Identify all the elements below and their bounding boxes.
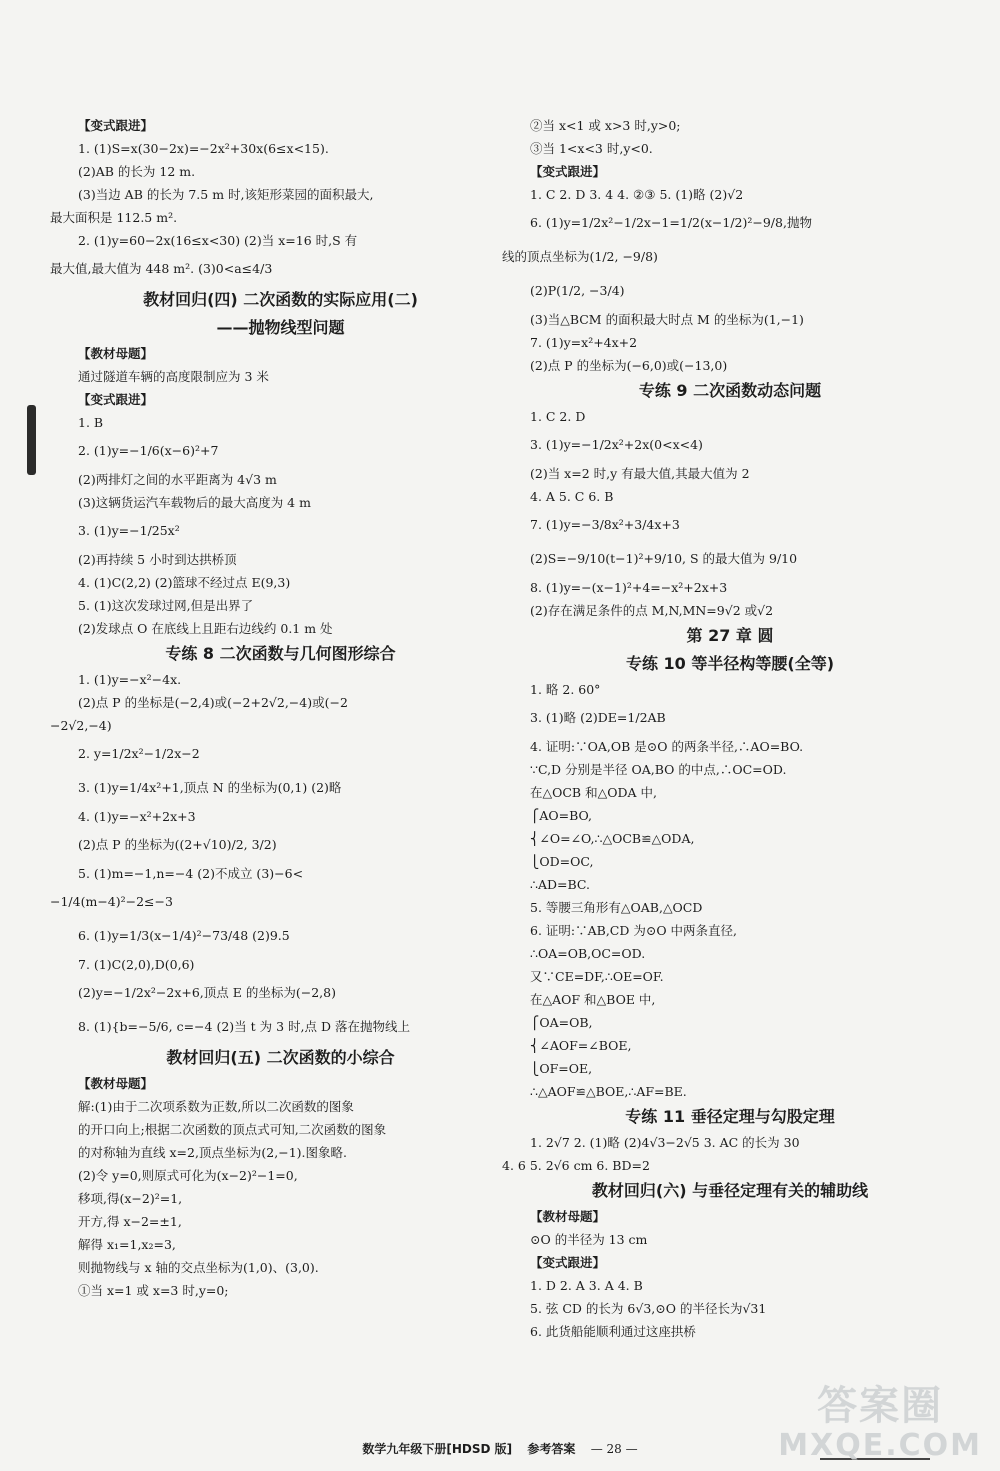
answer-line: (2)存在满足条件的点 M,N,MN=9√2 或√2 (530, 603, 774, 618)
section-tag: 【变式跟进】 (530, 164, 606, 179)
section-heading: 专练 9 二次函数动态问题 (638, 381, 822, 400)
answer-line: 1. 2√7 2. (1)略 (2)4√3−2√5 3. AC 的长为 30 (530, 1135, 800, 1150)
section-tag: 【教材母题】 (78, 346, 154, 361)
answer-line: 3. (1)略 (2)DE=1/2AB (530, 710, 666, 725)
section-tag: 【教材母题】 (78, 1076, 154, 1091)
answer-line: (2)P(1/2, −3/4) (530, 283, 625, 298)
answer-line: 开方,得 x−2=±1, (78, 1214, 182, 1229)
answer-line: 1. C 2. D (530, 409, 586, 424)
answer-line: 在△OCB 和△ODA 中, (530, 785, 657, 800)
answer-line: 6. (1)y=1/2x²−1/2x−1=1/2(x−1/2)²−9/8,抛物 (530, 215, 812, 230)
scan-mark (27, 405, 36, 475)
answer-line: 3. (1)y=−1/2x²+2x(0<x<4) (530, 437, 703, 452)
answer-line: (2)当 x=2 时,y 有最大值,其最大值为 2 (530, 466, 750, 481)
answer-line: 1. (1)y=−x²−4x. (78, 672, 182, 687)
answer-line: 4. 6 5. 2√6 cm 6. BD=2 (502, 1158, 650, 1173)
answer-line: 最大面积是 112.5 m². (50, 210, 178, 225)
answer-line: (2)y=−1/2x²−2x+6,顶点 E 的坐标为(−2,8) (78, 985, 336, 1000)
answer-line: (2)发球点 O 在底线上且距右边线约 0.1 m 处 (78, 621, 333, 636)
answer-line: 5. (1)这次发球过网,但是出界了 (78, 598, 254, 613)
answer-line: 7. (1)y=x²+4x+2 (530, 335, 638, 350)
footer-section: 参考答案 (527, 1442, 576, 1456)
answer-line: (2)令 y=0,则原式可化为(x−2)²−1=0, (78, 1168, 298, 1183)
watermark-logo (778, 1383, 982, 1463)
answer-line: 最大值,最大值为 448 m². (3)0<a≤4/3 (50, 261, 273, 276)
answer-line: 4. (1)C(2,2) (2)篮球不经过点 E(9,3) (78, 575, 291, 590)
answer-line: ⎧AO=BO, (530, 808, 593, 823)
answer-line: 8. (1)y=−(x−1)²+4=−x²+2x+3 (530, 580, 728, 595)
answer-line: 4. 证明:∵OA,OB 是⊙O 的两条半径,∴AO=BO. (530, 739, 804, 754)
footer-book-title: 数学九年级下册[HDSD 版] (362, 1442, 513, 1456)
section-heading: 教材回归(五) 二次函数的小综合 (166, 1048, 395, 1067)
answer-line: ∴OA=OB,OC=OD. (530, 946, 646, 961)
answer-line: 又∵CE=DF,∴OE=OF. (530, 969, 664, 984)
footer-page-number: — 28 — (590, 1442, 638, 1456)
answer-line: (3)当边 AB 的长为 7.5 m 时,该矩形菜园的面积最大, (78, 187, 374, 202)
answer-line: 4. (1)y=−x²+2x+3 (78, 809, 196, 824)
answer-line: 3. (1)y=1/4x²+1,顶点 N 的坐标为(0,1) (2)略 (78, 780, 342, 795)
answer-line: −2√2,−4) (50, 718, 112, 733)
answer-line: ②当 x<1 或 x>3 时,y>0; (530, 118, 681, 133)
section-tag: 【变式跟进】 (78, 392, 154, 407)
answer-line: 解得 x₁=1,x₂=3, (78, 1237, 176, 1252)
answer-line: −1/4(m−4)²−2≤−3 (50, 894, 173, 909)
answer-line: (2)S=−9/10(t−1)²+9/10, S 的最大值为 9/10 (530, 551, 798, 566)
answer-line: (2)点 P 的坐标是(−2,4)或(−2+2√2,−4)或(−2 (78, 695, 348, 710)
section-heading: 专练 8 二次函数与几何图形综合 (165, 644, 396, 663)
answer-line: 7. (1)C(2,0),D(0,6) (78, 957, 195, 972)
watermark-logo-text: 答案圈 (817, 1383, 944, 1429)
answer-line: ⎩OD=OC, (530, 854, 594, 869)
answer-line: 2. y=1/2x²−1/2x−2 (78, 746, 200, 761)
answer-line: 通过隧道车辆的高度限制应为 3 米 (78, 369, 269, 384)
answer-line: 1. B (78, 415, 104, 430)
answer-line: 6. 此货船能顺利通过这座拱桥 (530, 1324, 696, 1339)
answer-line: ∴AD=BC. (530, 877, 590, 892)
answer-line: (2)点 P 的坐标为(−6,0)或(−13,0) (530, 358, 728, 373)
answer-line: (2)点 P 的坐标为((2+√10)/2, 3/2) (78, 837, 277, 852)
answer-line: ①当 x=1 或 x=3 时,y=0; (78, 1283, 229, 1298)
answer-line: 2. (1)y=−1/6(x−6)²+7 (78, 443, 219, 458)
answer-line: (3)这辆货运汽车载物后的最大高度为 4 m (78, 495, 311, 510)
section-heading: 专练 11 垂径定理与勾股定理 (625, 1107, 835, 1126)
answer-line: 的开口向上;根据二次函数的顶点式可知,二次函数的图象 (78, 1122, 387, 1137)
answer-line: 6. (1)y=1/3(x−1/4)²−73/48 (2)9.5 (78, 928, 290, 943)
answer-line: 3. (1)y=−1/25x² (78, 523, 180, 538)
answer-line: (2)两排灯之间的水平距离为 4√3 m (78, 472, 277, 487)
answer-line: (2)AB 的长为 12 m. (78, 164, 196, 179)
answer-line: ⎧OA=OB, (530, 1015, 593, 1030)
answer-line: 的对称轴为直线 x=2,顶点坐标为(2,−1).图象略. (78, 1145, 347, 1160)
section-tag: 【教材母题】 (530, 1209, 606, 1224)
answer-line: 1. D 2. A 3. A 4. B (530, 1278, 643, 1293)
answer-line: 1. 略 2. 60° (530, 682, 601, 697)
answer-line: 则抛物线与 x 轴的交点坐标为(1,0)、(3,0). (78, 1260, 319, 1275)
answer-line: ∵C,D 分别是半径 OA,BO 的中点,∴OC=OD. (530, 762, 787, 777)
section-tag: 【变式跟进】 (530, 1255, 606, 1270)
answer-line: 解:(1)由于二次项系数为正数,所以二次函数的图象 (78, 1099, 354, 1114)
answer-line: (3)当△BCM 的面积最大时点 M 的坐标为(1,−1) (530, 312, 804, 327)
answer-line: 移项,得(x−2)²=1, (78, 1191, 183, 1206)
answer-line: (2)再持续 5 小时到达拱桥顶 (78, 552, 237, 567)
answer-line: 8. (1){b=−5/6, c=−4 (2)当 t 为 3 时,点 D 落在抛物线上 (78, 1019, 410, 1034)
answer-line: 4. A 5. C 6. B (530, 489, 614, 504)
answer-line: ⊙O 的半径为 13 cm (530, 1232, 648, 1247)
answer-line: 5. (1)m=−1,n=−4 (2)不成立 (3)−6< (78, 866, 304, 881)
answer-line: ⎨∠AOF=∠BOE, (530, 1038, 632, 1053)
answer-line: 在△AOF 和△BOE 中, (530, 992, 656, 1007)
answer-line: ⎩OF=OE, (530, 1061, 593, 1076)
answer-line: 线的顶点坐标为(1/2, −9/8) (502, 249, 658, 264)
section-heading: ——抛物线型问题 (216, 318, 345, 337)
section-heading: 教材回归(六) 与垂径定理有关的辅助线 (591, 1181, 869, 1200)
answer-line: ⎨∠O=∠O,∴△OCB≌△ODA, (530, 831, 695, 846)
answer-line: 7. (1)y=−3/8x²+3/4x+3 (530, 517, 680, 532)
answer-line: 1. (1)S=x(30−2x)=−2x²+30x(6≤x<15). (78, 141, 329, 156)
answer-line: ③当 1<x<3 时,y<0. (530, 141, 653, 156)
answer-line: 1. C 2. D 3. 4 4. ②③ 5. (1)略 (2)√2 (530, 187, 744, 202)
answer-line: ∴△AOF≌△BOE,∴AF=BE. (530, 1084, 687, 1099)
section-heading: 专练 10 等半径构等腰(全等) (625, 654, 835, 673)
watermark-url: MXQE.COM (778, 1428, 982, 1463)
section-tag: 【变式跟进】 (78, 118, 154, 133)
section-heading: 教材回归(四) 二次函数的实际应用(二) (143, 290, 418, 309)
left-column (50, 114, 483, 1302)
answer-line: 5. 弦 CD 的长为 6√3,⊙O 的半径长为√31 (530, 1301, 767, 1316)
answer-line: 5. 等腰三角形有△OAB,△OCD (530, 900, 703, 915)
answer-line: 6. 证明:∵AB,CD 为⊙O 中两条直径, (530, 923, 738, 938)
section-heading: 第 27 章 圆 (686, 626, 774, 645)
answer-line: 2. (1)y=60−2x(16≤x<30) (2)当 x=16 时,S 有 (78, 233, 358, 248)
right-column (502, 114, 930, 1343)
